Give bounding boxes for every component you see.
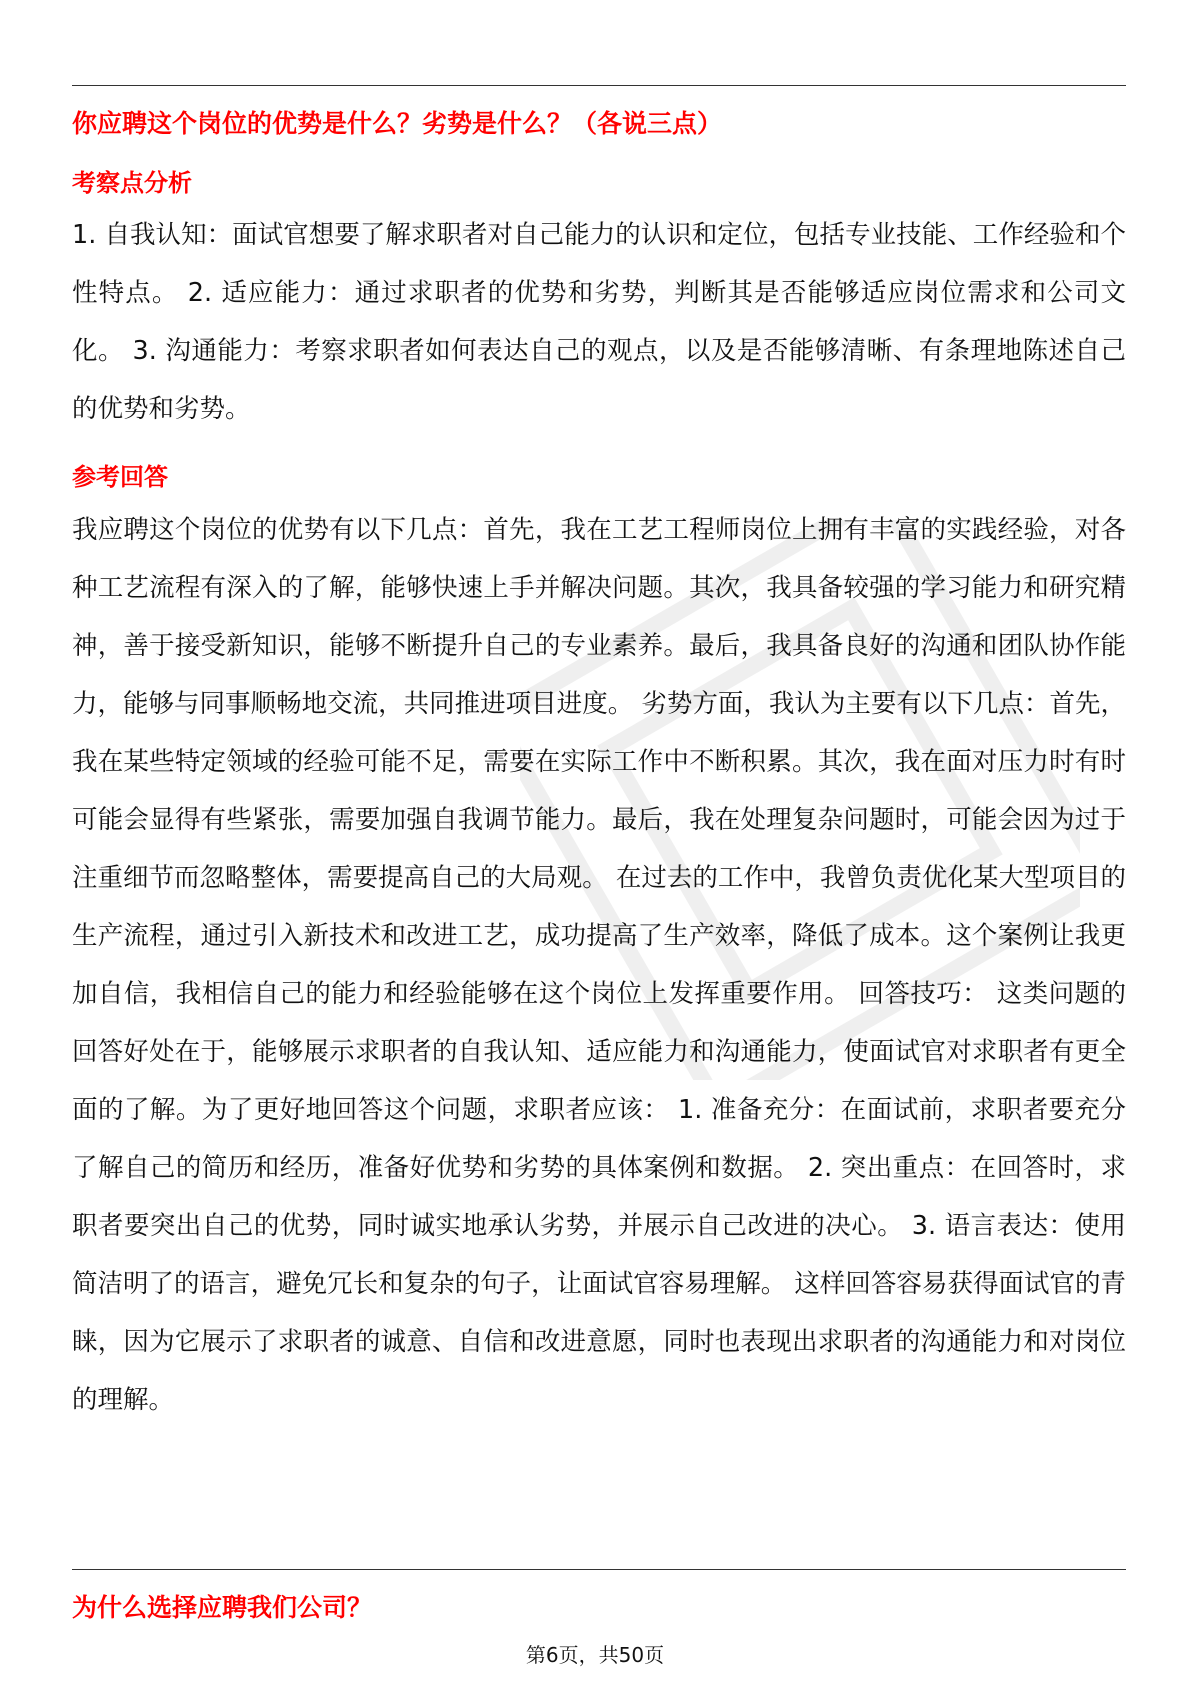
answer-heading: 参考回答 [72, 463, 168, 491]
document-page [72, 0, 1126, 1684]
next-question-title: 为什么选择应聘我们公司？ [72, 1593, 373, 1622]
analysis-heading: 考察点分析 [72, 169, 192, 197]
question-title: 你应聘这个岗位的优势是什么？劣势是什么？（各说三点） [72, 109, 723, 138]
bottom-divider [72, 1569, 1126, 1570]
analysis-paragraph: 1. 自我认知：面试官想要了解求职者对自己能力的认识和定位，包括专业技能、工作经验和个性特点。 2. 适应能力：通过求职者的优势和劣势，判断其是否能够适应岗位需求和公司文化。 3. 沟通能力：考察求职者如何表达自己的观点，以及是否能够清晰、有条理地陈述自己的优势和劣势。 [72, 220, 1126, 424]
page-number: 第6页，共50页 [525, 1643, 665, 1667]
top-divider [72, 85, 1126, 86]
answer-paragraph: 我应聘这个岗位的优势有以下几点：首先，我在工艺工程师岗位上拥有丰富的实践经验，对各种工艺流程有深入的了解，能够快速上手并解决问题。其次，我具备较强的学习能力和研究精神，善于接受新知识，能够不断提升自己的专业素养。最后，我具备良好的沟通和团队协作能力，能够与同事顺畅地交流，共同推进项目进度。 劣势方面，我认为主要有以下几点：首先，我在某些特定领域的经验可能不足，需要在实际工作中不断积累。其次，我在面对压力时有时可能会显得有些紧张，需要加强自我调节能力。最后，我在处理复杂问题时，可能会因为过于注重细节而忽略整体，需要提高自己的大局观。 在过去的工作中，我曾负责优化某大型项目的生产流程，通过引入新技术和改进工艺，成功提高了生产效率，降低了成本。这个案例让我更加自信，我相信自己的能力和经验能够在这个岗位上发挥重要作用。 回答技巧： 这类问题的回答好处在于，能够展示求职者的自我认知、适应能力和沟通能力，使面试官对求职者有更全面的了解。为了更好地回答这个问题，求职者应该： 1. 准备充分：在面试前，求职者要充分了解自己的简历和经历，准备好优势和劣势的具体案例和数据。 2. 突出重点：在回答时，求职者要突出自己的优势，同时诚实地承认劣势，并展示自己改进的决心。 3. 语言表达：使用简洁明了的语言，避免冗长和复杂的句子，让面试官容易理解。 这样回答容易获得面试官的青睐，因为它展示了求职者的诚意、自信和改进意愿，同时也表现出求职者的沟通能力和对岗位的理解。 [72, 515, 1126, 1415]
